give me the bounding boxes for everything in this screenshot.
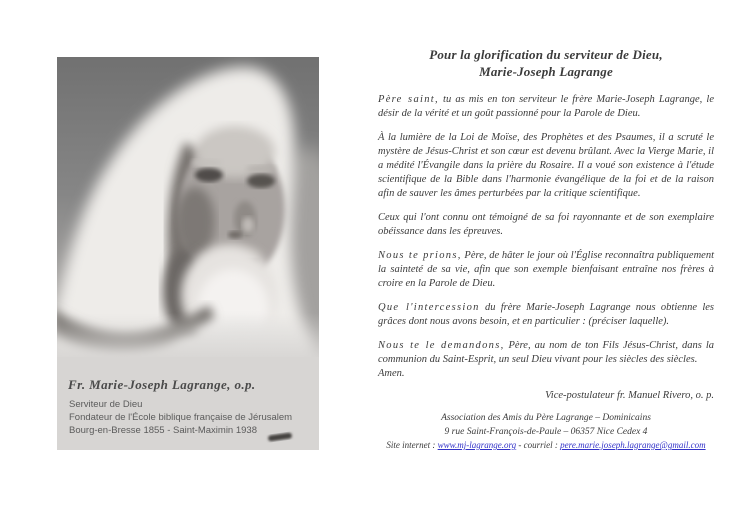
- prayer-paragraph: [378, 131, 714, 201]
- site-label: Site internet :: [386, 440, 438, 450]
- association-contacts: [378, 439, 714, 453]
- photo-caption-name: Fr. Marie-Joseph Lagrange, o.p.: [68, 377, 256, 392]
- paragraph-text: Ceux qui l'ont connu ont témoigné de sa foi rayonnante et de son exemplaire obéissance dans les épreuves.: [378, 212, 714, 237]
- paragraph-text: Père, de hâter le jour où l'Église reconnaîtra publiquement la sainteté de sa vie, afin que son exemple bienfaisant entraîne nos frères à croire en la Parole de Dieu.: [378, 250, 714, 289]
- paragraph-text: À la lumière de la Loi de Moïse, des Prophètes et des Psaumes, il a scruté le mystère de Jésus-Christ et son cœur est devenu brûlant. Avec la Vierge Marie, il a médité l'Évangile dans la prière du Rosaire. Il a voué son existence à l'étude scientifique de la Bible dans l'harmonie évangélique de la foi et de la raison afin de sauver les âmes perturbées par la critique scientifique.: [378, 132, 714, 199]
- email-link[interactable]: pere.marie.joseph.lagrange@gmail.com: [560, 440, 706, 450]
- association-address: 9 rue Saint-François-de-Paule – 06357 Nice Cedex 4: [444, 426, 648, 437]
- prayer-paragraph: [378, 339, 714, 367]
- photo-caption-role: Serviteur de Dieu: [69, 399, 143, 410]
- portrait-photo: [57, 57, 319, 450]
- association-block: [378, 412, 714, 453]
- paragraph-text: Père, au nom de ton Fils Jésus-Christ, dans la communion du Saint-Esprit, un seul Dieu vivant pour les siècles des siècles.: [378, 340, 714, 365]
- amen-line: Amen.: [378, 368, 405, 379]
- website-link[interactable]: www.mj-lagrange.org: [437, 440, 517, 450]
- paragraph-text: du frère Marie-Joseph Lagrange nous obtienne les grâces dont nous avons besoin, et en particulier : (préciser laquelle).: [378, 302, 714, 327]
- photo-caption-dates: Bourg-en-Bresse 1855 - Saint-Maximin 1938: [69, 425, 257, 436]
- photo-caption-founder: Fondateur de l'École biblique française de Jérusalem: [69, 412, 293, 423]
- prayer-paragraph: [378, 93, 714, 121]
- courriel-label: - courriel :: [516, 440, 561, 450]
- prayer-title: [378, 46, 714, 80]
- prayer-column: [378, 46, 714, 453]
- prayer-paragraph: [378, 211, 714, 239]
- prayer-paragraph: [378, 249, 714, 291]
- prayer-paragraph: [378, 301, 714, 329]
- paragraph-lead: Père saint,: [378, 94, 439, 105]
- signature-line: Vice-postulateur fr. Manuel Rivero, o. p.: [545, 390, 714, 401]
- association-name: Association des Amis du Père Lagrange – Dominicains: [441, 413, 651, 423]
- paragraph-text: tu as mis en ton serviteur le frère Marie-Joseph Lagrange, le désir de la vérité et un goût passionné pour la Parole de Dieu.: [378, 94, 714, 119]
- prayer-title-line1: Pour la glorification du serviteur de Dieu,: [429, 47, 663, 62]
- paragraph-lead: Que l'intercession: [378, 302, 480, 313]
- paragraph-lead: Nous te le demandons,: [378, 340, 505, 351]
- paragraph-lead: Nous te prions,: [378, 250, 462, 261]
- prayer-title-line2: Marie-Joseph Lagrange: [479, 64, 613, 79]
